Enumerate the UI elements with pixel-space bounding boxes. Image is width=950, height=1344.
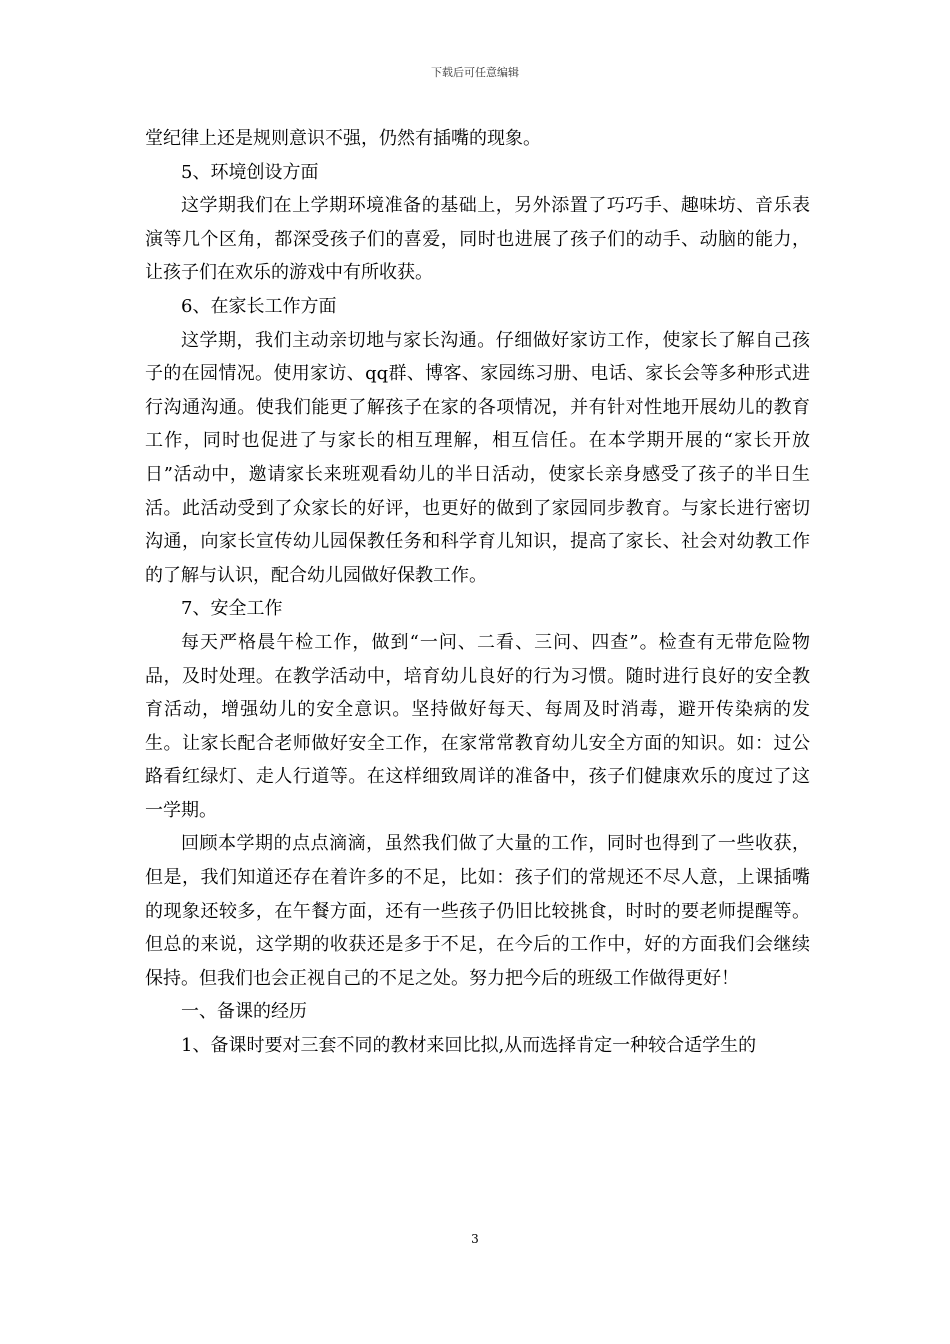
- paragraph-review: 回顾本学期的点点滴滴，虽然我们做了大量的工作，同时也得到了一些收获，但是，我们知道还存在着许多的不足，比如：孩子们的常规还不尽人意，上课插嘴的现象还较多，在午餐方面，还有一些孩子仍旧比较挑食，时时的要老师提醒等。但总的来说，这学期的收获还是多于不足，在今后的工作中，好的方面我们会继续保持。但我们也会正视自己的不足之处。努力把今后的班级工作做得更好！: [145, 833, 810, 989]
- paragraph-continuation: 堂纪律上还是规则意识不强，仍然有插嘴的现象。: [145, 128, 541, 149]
- page-number: 3: [471, 1232, 479, 1246]
- paragraph-lesson-prep: 1、备课时要对三套不同的教材来回比拟,从而选择肯定一种较合适学生的: [181, 1035, 757, 1057]
- paragraph-safety: 每天严格晨午检工作，做到“一问、二看、三问、四查”。检查有无带危险物品，及时处理。在教学活动中，培育幼儿良好的行为习惯。随时进行良好的安全教育活动，增强幼儿的安全意识。坚持做好每天、每周及时消毒，避开传染病的发生。让家长配合老师做好安全工作，在家常常教育幼儿安全方面的知识。如：过公路看红绿灯、走人行道等。在这样细致周详的准备中，孩子们健康欢乐的度过了这一学期。: [145, 631, 810, 821]
- paragraph-parents: 这学期，我们主动亲切地与家长沟通。仔细做好家访工作，使家长了解自己孩子的在园情况。使用家访、qq群、博客、家园练习册、电话、家长会等多种形式进行沟通沟通。使我们能更了解孩子在家的各项情况，并有针对性地开展幼儿的教育工作，同时也促进了与家长的相互理解，相互信任。在本学期开展的“家长开放日”活动中，邀请家长来班观看幼儿的半日活动，使家长亲身感受了孩子的半日生活。此活动受到了众家长的好评，也更好的做到了家园同步教育。与家长进行密切沟通，向家长宣传幼儿园保教任务和科学育儿知识，提高了家长、社会对幼教工作的了解与认识，配合幼儿园做好保教工作。: [145, 329, 810, 586]
- section-heading-environment: 5、环境创设方面: [181, 161, 319, 183]
- page-header: 下载后可任意编辑: [431, 66, 519, 79]
- section-heading-parents: 6、在家长工作方面: [181, 295, 337, 317]
- section-heading-safety: 7、安全工作: [181, 598, 283, 620]
- paragraph-environment: 这学期我们在上学期环境准备的基础上，另外添置了巧巧手、趣味坊、音乐表演等几个区角，都深受孩子们的喜爱，同时也进展了孩子们的动手、动脑的能力，让孩子们在欢乐的游戏中有所收获。: [145, 195, 810, 284]
- section-heading-lesson-prep: 一、备课的经历: [181, 1001, 307, 1023]
- document-body: [145, 122, 810, 1063]
